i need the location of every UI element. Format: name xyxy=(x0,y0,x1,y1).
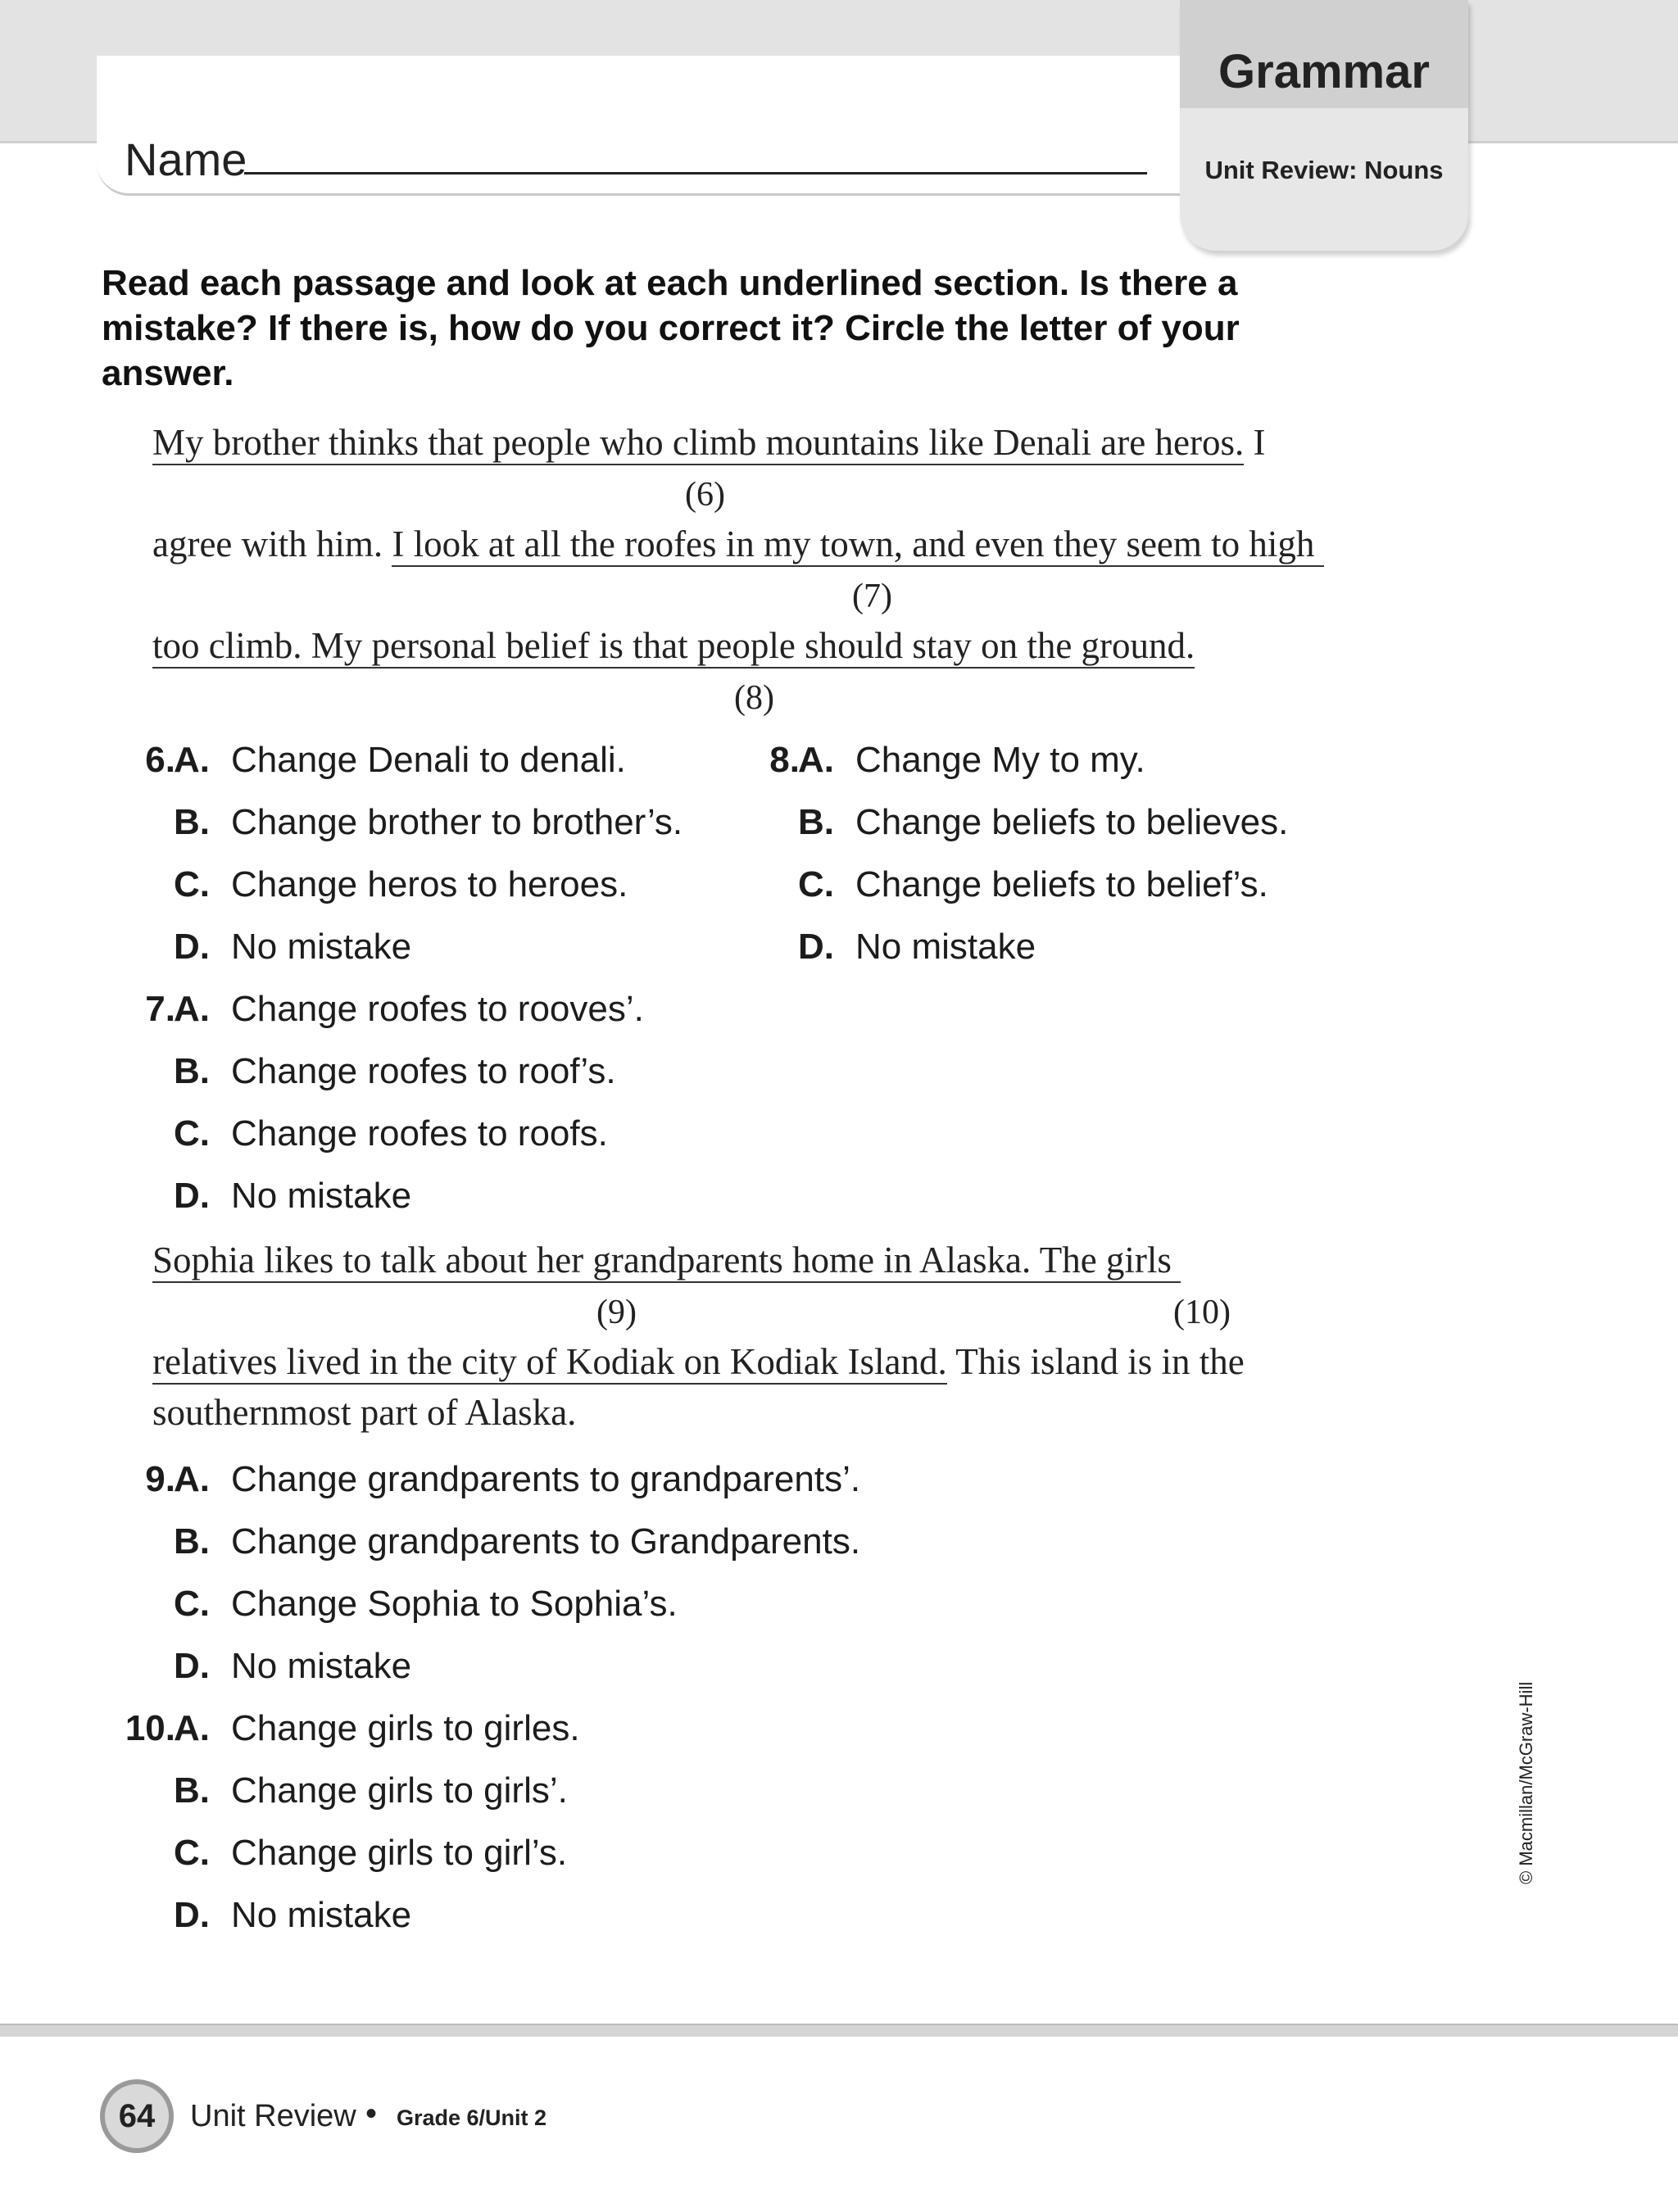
question-number: 9. xyxy=(145,1459,175,1499)
underlined-section-9-10: Sophia likes to talk about her grandparents home in Alaska. The girls xyxy=(152,1239,1181,1283)
option-letter[interactable]: B. xyxy=(174,1051,210,1091)
passage-line xyxy=(152,1389,576,1435)
section-title: Grammar xyxy=(1218,45,1430,98)
section-number-10: (10) xyxy=(1173,1294,1231,1331)
footer-label: Unit Review xyxy=(190,2099,356,2133)
instructions-line: mistake? If there is, how do you correct it? Circle the letter of your xyxy=(102,308,1240,348)
question-number: 8. xyxy=(769,740,800,780)
option-letter[interactable]: A. xyxy=(798,740,834,780)
footer-bullet: • xyxy=(365,2096,378,2132)
name-card xyxy=(97,56,1203,196)
passage-text: agree with him. xyxy=(152,524,392,564)
option-text: Change brother to brother’s. xyxy=(231,802,683,842)
section-number-9: (9) xyxy=(596,1294,637,1331)
option-text: Change Denali to denali. xyxy=(231,740,626,780)
page-number-badge: 64 xyxy=(100,2079,174,2153)
footer-grade: Grade 6/Unit 2 xyxy=(397,2105,547,2130)
passage-line xyxy=(152,1339,1245,1385)
option-letter[interactable]: C. xyxy=(798,864,834,904)
option-text: Change roofes to roofs. xyxy=(231,1113,608,1154)
passage-line xyxy=(152,623,1195,669)
section-number-8: (8) xyxy=(734,679,774,717)
instructions xyxy=(102,261,1363,396)
option-text: No mistake xyxy=(855,927,1036,967)
underlined-section-10: relatives lived in the city of Kodiak on Kodiak Island. xyxy=(152,1340,947,1385)
option-text: Change grandparents to grandparents’. xyxy=(231,1459,861,1499)
option-letter[interactable]: C. xyxy=(174,1833,210,1873)
underlined-section-8: too climb. My personal belief is that people should stay on the ground. xyxy=(152,624,1195,669)
option-text: Change roofes to rooves’. xyxy=(231,989,644,1029)
option-text: Change beliefs to belief’s. xyxy=(855,864,1268,904)
option-letter[interactable]: D. xyxy=(174,1646,210,1686)
option-text: Change girls to girles. xyxy=(231,1708,580,1748)
option-text: No mistake xyxy=(231,927,412,967)
passage-text: southernmost part of Alaska. xyxy=(152,1392,577,1433)
option-letter[interactable]: C. xyxy=(174,864,210,904)
option-letter[interactable]: A. xyxy=(174,740,210,780)
question-number: 6. xyxy=(145,740,175,780)
option-letter[interactable]: D. xyxy=(174,1895,210,1935)
option-text: No mistake xyxy=(231,1176,412,1216)
passage-line xyxy=(152,419,1265,465)
option-text: Change roofes to roof’s. xyxy=(231,1051,616,1091)
option-text: Change grandparents to Grandparents. xyxy=(231,1521,861,1562)
passage-line xyxy=(152,1237,1181,1283)
option-letter[interactable]: D. xyxy=(174,927,210,967)
option-text: Change My to my. xyxy=(855,740,1145,780)
question-number: 7. xyxy=(145,989,175,1029)
passage-text: I xyxy=(1244,422,1266,463)
question-number: 10. xyxy=(125,1708,175,1748)
option-text: Change girls to girl’s. xyxy=(231,1833,568,1873)
option-letter[interactable]: A. xyxy=(174,1708,210,1748)
section-number-7: (7) xyxy=(852,578,892,615)
name-field-line[interactable] xyxy=(244,172,1147,175)
option-letter[interactable]: A. xyxy=(174,1459,210,1499)
option-letter[interactable]: B. xyxy=(174,1770,210,1811)
instructions-line: answer. xyxy=(102,353,234,393)
passage-text: This island is in the xyxy=(946,1341,1245,1382)
option-letter[interactable]: A. xyxy=(174,989,210,1029)
option-text: Change beliefs to believes. xyxy=(855,802,1289,842)
option-text: Change girls to girls’. xyxy=(231,1770,568,1811)
option-letter[interactable]: C. xyxy=(174,1113,210,1154)
passage-1 xyxy=(152,419,1357,666)
section-number-6: (6) xyxy=(685,476,725,514)
option-letter[interactable]: B. xyxy=(174,802,210,842)
option-text: Change heros to heroes. xyxy=(231,864,628,904)
underlined-section-6: My brother thinks that people who climb mountains like Denali are heros. xyxy=(152,421,1244,465)
copyright-notice: © Macmillan/McGraw-Hill xyxy=(1516,1681,1536,1884)
underlined-section-7: I look at all the roofes in my town, and even they seem to high xyxy=(392,523,1323,567)
section-tab xyxy=(1180,0,1468,251)
name-label: Name xyxy=(125,134,247,185)
option-letter[interactable]: D. xyxy=(174,1176,210,1216)
option-letter[interactable]: D. xyxy=(798,927,834,967)
footer-rule xyxy=(0,2024,1678,2037)
option-text: Change Sophia to Sophia’s. xyxy=(231,1584,678,1624)
option-text: No mistake xyxy=(231,1895,412,1935)
section-subtitle: Unit Review: Nouns xyxy=(1204,156,1444,184)
instructions-line: Read each passage and look at each underlined section. Is there a xyxy=(102,263,1238,303)
option-letter[interactable]: B. xyxy=(174,1521,210,1562)
passage-line xyxy=(152,521,1324,567)
option-letter[interactable]: B. xyxy=(798,802,834,842)
option-text: No mistake xyxy=(231,1646,412,1686)
option-letter[interactable]: C. xyxy=(174,1584,210,1624)
